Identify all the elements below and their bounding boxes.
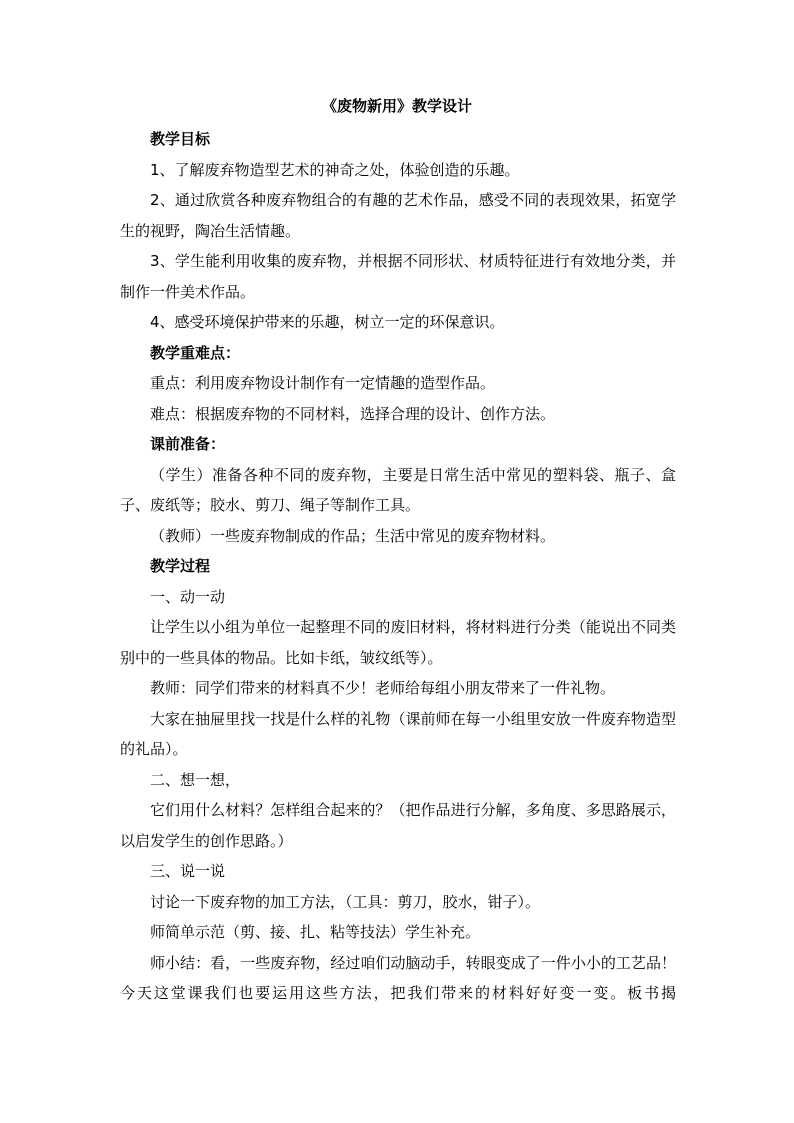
section-heading: 课前准备： [150, 435, 226, 453]
paragraph: 重点：利用废弃物设计制作有一定情趣的造型作品。 [150, 374, 496, 392]
paragraph: 它们用什么材料？怎样组合起来的？（把作品进行分解，多角度、多思路展示，以启发学生的创作思路。） [120, 801, 676, 850]
paragraph: 4、感受环境保护带来的乐趣，树立一定的环保意识。 [150, 313, 505, 331]
paragraph: （学生）准备各种不同的废弃物，主要是日常生活中常见的塑料袋、瓶子、盒子、废纸等；胶水、剪刀、绳子等制作工具。 [120, 465, 676, 514]
paragraph: 教师：同学们带来的材料真不少！老师给每组小朋友带来了一件礼物。 [150, 679, 616, 697]
paragraph: （教师）一些废弃物制成的作品；生活中常见的废弃物材料。 [150, 526, 556, 545]
section-heading: 教学过程 [150, 557, 211, 575]
paragraph: 2、通过欣赏各种废弃物组合的有趣的艺术作品，感受不同的表现效果，拓宽学生的视野，陶冶生活情趣。 [120, 191, 676, 240]
paragraph: 三、说一说 [150, 862, 226, 880]
document-title: 《废物新用》教学设计 [321, 97, 472, 115]
paragraph: 师简单示范（剪、接、扎、粘等技法）学生补充。 [150, 923, 481, 941]
paragraph: 大家在抽屉里找一找是什么样的礼物（课前师在每一小组里安放一件废弃物造型的礼品）。 [120, 709, 676, 758]
document-body [120, 124, 676, 1009]
paragraph: 1、了解废弃物造型艺术的神奇之处，体验创造的乐趣。 [150, 160, 520, 179]
paragraph: 3、学生能利用收集的废弃物，并根据不同形状、材质特征进行有效地分类，并制作一件美术作品。 [120, 252, 676, 301]
section-heading: 教学目标 [150, 130, 211, 148]
paragraph: 讨论一下废弃物的加工方法，（工具：剪刀，胶水，钳子）。 [150, 892, 541, 911]
paragraph: 师小结：看，一些废弃物，经过咱们动脑动手，转眼变成了一件小小的工艺品！今天这堂课我们也要运用这些方法，把我们带来的材料好好变一变。板书揭 [120, 953, 676, 1002]
paragraph: 难点：根据废弃物的不同材料，选择合理的设计、创作方法。 [150, 404, 556, 423]
section-heading: 教学重难点： [150, 343, 241, 362]
paragraph: 让学生以小组为单位一起整理不同的废旧材料，将材料进行分类（能说出不同类别中的一些具体的物品。比如卡纸，皱纹纸等）。 [120, 618, 676, 667]
paragraph: 二、想一想， [150, 770, 241, 789]
paragraph: 一、动一动 [150, 587, 226, 606]
